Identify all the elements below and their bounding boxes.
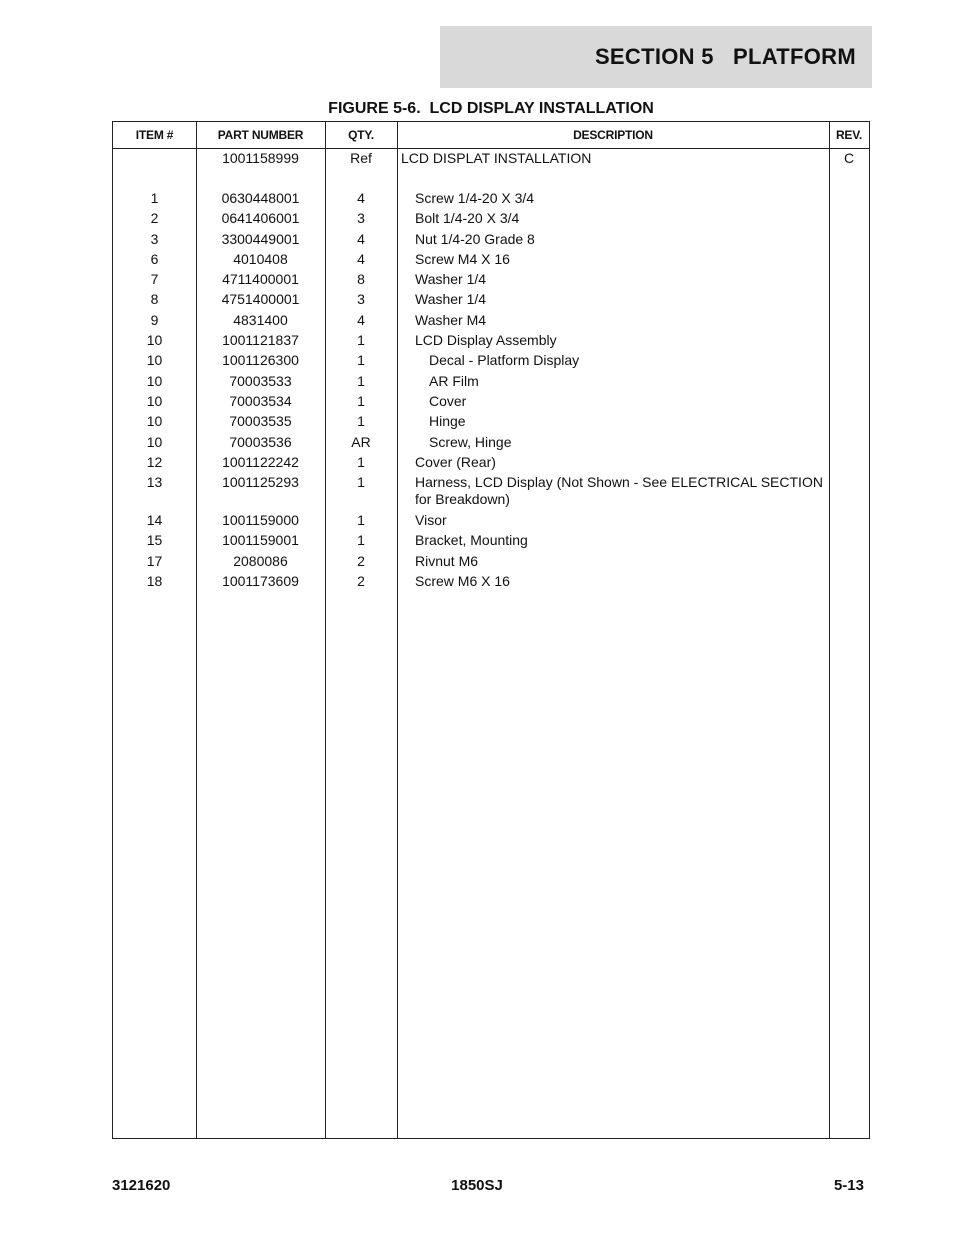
cell-part-number: 1001125293 [222, 474, 299, 491]
cell-part-number: 1001126300 [222, 352, 299, 369]
cell-description: LCD Display Assembly [415, 332, 557, 349]
table-row [113, 250, 869, 270]
table-row [113, 392, 869, 412]
cell-part-number: 3300449001 [221, 230, 300, 247]
cell-description: Screw M6 X 16 [415, 573, 510, 590]
table-row [113, 531, 869, 551]
cell-part-number: 70003536 [229, 433, 292, 450]
table-row [113, 511, 869, 531]
table-row [113, 209, 869, 229]
cell-qty: 4 [357, 250, 365, 267]
cell-qty: 8 [357, 271, 365, 288]
cell-qty: 1 [357, 372, 365, 389]
cell-description: Washer 1/4 [415, 271, 487, 288]
cell-item: 10 [146, 372, 163, 389]
footer-page-number: 5-13 [833, 1177, 864, 1194]
cell-part-number: 0630448001 [221, 190, 300, 206]
cell-part-number: 4831400 [233, 311, 288, 328]
table-row [113, 230, 869, 250]
cell-description: Screw M4 X 16 [415, 250, 510, 267]
table-row [113, 473, 869, 511]
cell-part-number: 4751400001 [221, 291, 300, 308]
cell-description: Harness, LCD Display (Not Shown - See ELECTRICAL SECTION for Breakdown) [415, 474, 823, 508]
cell-description: Nut 1/4-20 Grade 8 [415, 230, 535, 247]
cell-part-number: 1001158999 [222, 150, 299, 166]
cell-part-number: 70003535 [229, 413, 292, 430]
cell-description: AR Film [429, 372, 479, 389]
cell-part-number: 4010408 [233, 250, 288, 267]
cell-qty: 1 [357, 352, 365, 369]
cell-item: 14 [146, 512, 163, 529]
cell-item: 10 [146, 392, 163, 409]
cell-qty: 1 [357, 453, 365, 470]
cell-qty: Ref [350, 150, 372, 166]
table-body [113, 149, 869, 592]
cell-part-number: 0641406001 [221, 210, 300, 227]
cell-part-number: 1001173609 [222, 573, 299, 590]
figure-title: FIGURE 5-6. LCD DISPLAY INSTALLATION [328, 100, 654, 117]
cell-qty: 1 [357, 512, 365, 529]
cell-item: 2 [150, 210, 159, 227]
table-row [113, 572, 869, 592]
footer-model: 1850SJ [451, 1177, 503, 1194]
cell-description: LCD DISPLAT INSTALLATION [401, 150, 592, 166]
cell-rev: C [843, 150, 855, 166]
cell-part-number: 70003533 [229, 372, 292, 389]
table-row [113, 372, 869, 392]
table-row [113, 270, 869, 290]
cell-qty: 3 [357, 291, 365, 308]
cell-part-number: 4711400001 [222, 271, 299, 288]
table-row [113, 351, 869, 371]
cell-item: 6 [150, 250, 159, 267]
cell-qty: 1 [357, 532, 365, 549]
cell-description: Bolt 1/4-20 X 3/4 [415, 210, 520, 227]
cell-description: Screw 1/4-20 X 3/4 [415, 190, 535, 206]
cell-description: Cover (Rear) [415, 453, 496, 470]
section-title: SECTION 5 PLATFORM [594, 44, 856, 69]
section-header [440, 26, 872, 88]
cell-item: 18 [146, 573, 163, 590]
cell-item: 17 [146, 552, 163, 569]
table-row [113, 552, 869, 572]
table-row [113, 311, 869, 331]
cell-qty: 2 [357, 573, 365, 590]
parts-table [112, 121, 870, 1139]
cell-item: 3 [150, 230, 159, 247]
cell-description: Hinge [429, 413, 466, 430]
cell-item: 8 [150, 291, 159, 308]
table-row [113, 433, 869, 453]
cell-part-number: 2080086 [233, 552, 288, 569]
column-header-rev: REV. [835, 128, 863, 142]
column-header-qty: QTY. [348, 128, 374, 142]
cell-item: 10 [146, 352, 163, 369]
cell-qty: 1 [357, 332, 365, 349]
cell-item: 13 [146, 474, 163, 491]
table-row [113, 189, 869, 209]
cell-part-number: 1001159000 [222, 512, 299, 529]
cell-description: Decal - Platform Display [429, 352, 580, 369]
cell-part-number: 1001121837 [222, 332, 299, 349]
table-row [113, 412, 869, 432]
cell-qty: 2 [357, 552, 365, 569]
cell-description: Bracket, Mounting [415, 532, 528, 549]
cell-item: 12 [146, 453, 163, 470]
table-row [113, 453, 869, 473]
cell-item: 10 [146, 413, 163, 430]
cell-item: 1 [150, 190, 159, 206]
cell-item: 10 [146, 433, 163, 450]
cell-qty: 3 [357, 210, 365, 227]
table-row [113, 331, 869, 351]
cell-description: Rivnut M6 [415, 552, 479, 569]
cell-qty: 1 [357, 474, 365, 491]
cell-part-number: 70003534 [229, 392, 292, 409]
column-header-part-number: PART NUMBER [217, 128, 304, 142]
cell-qty: 4 [357, 190, 365, 206]
cell-item: 7 [150, 271, 159, 288]
cell-item: 9 [150, 311, 159, 328]
cell-item: 10 [146, 332, 163, 349]
table-row [113, 290, 869, 310]
cell-description: Cover [429, 392, 467, 409]
cell-qty: 4 [357, 230, 365, 247]
cell-description: Visor [415, 512, 447, 529]
cell-qty: AR [351, 433, 371, 450]
cell-part-number: 1001122242 [222, 453, 299, 470]
cell-qty: 4 [357, 311, 365, 328]
cell-qty: 1 [357, 392, 365, 409]
cell-item: 15 [146, 532, 163, 549]
table-row [113, 149, 869, 189]
cell-description: Washer M4 [415, 311, 487, 328]
footer-doc-number: 3121620 [112, 1177, 171, 1194]
column-header-description: DESCRIPTION [573, 128, 653, 142]
cell-part-number: 1001159001 [222, 532, 299, 549]
column-header-item: ITEM # [135, 128, 174, 142]
cell-qty: 1 [357, 413, 365, 430]
cell-description: Screw, Hinge [429, 433, 512, 450]
cell-description: Washer 1/4 [415, 291, 487, 308]
